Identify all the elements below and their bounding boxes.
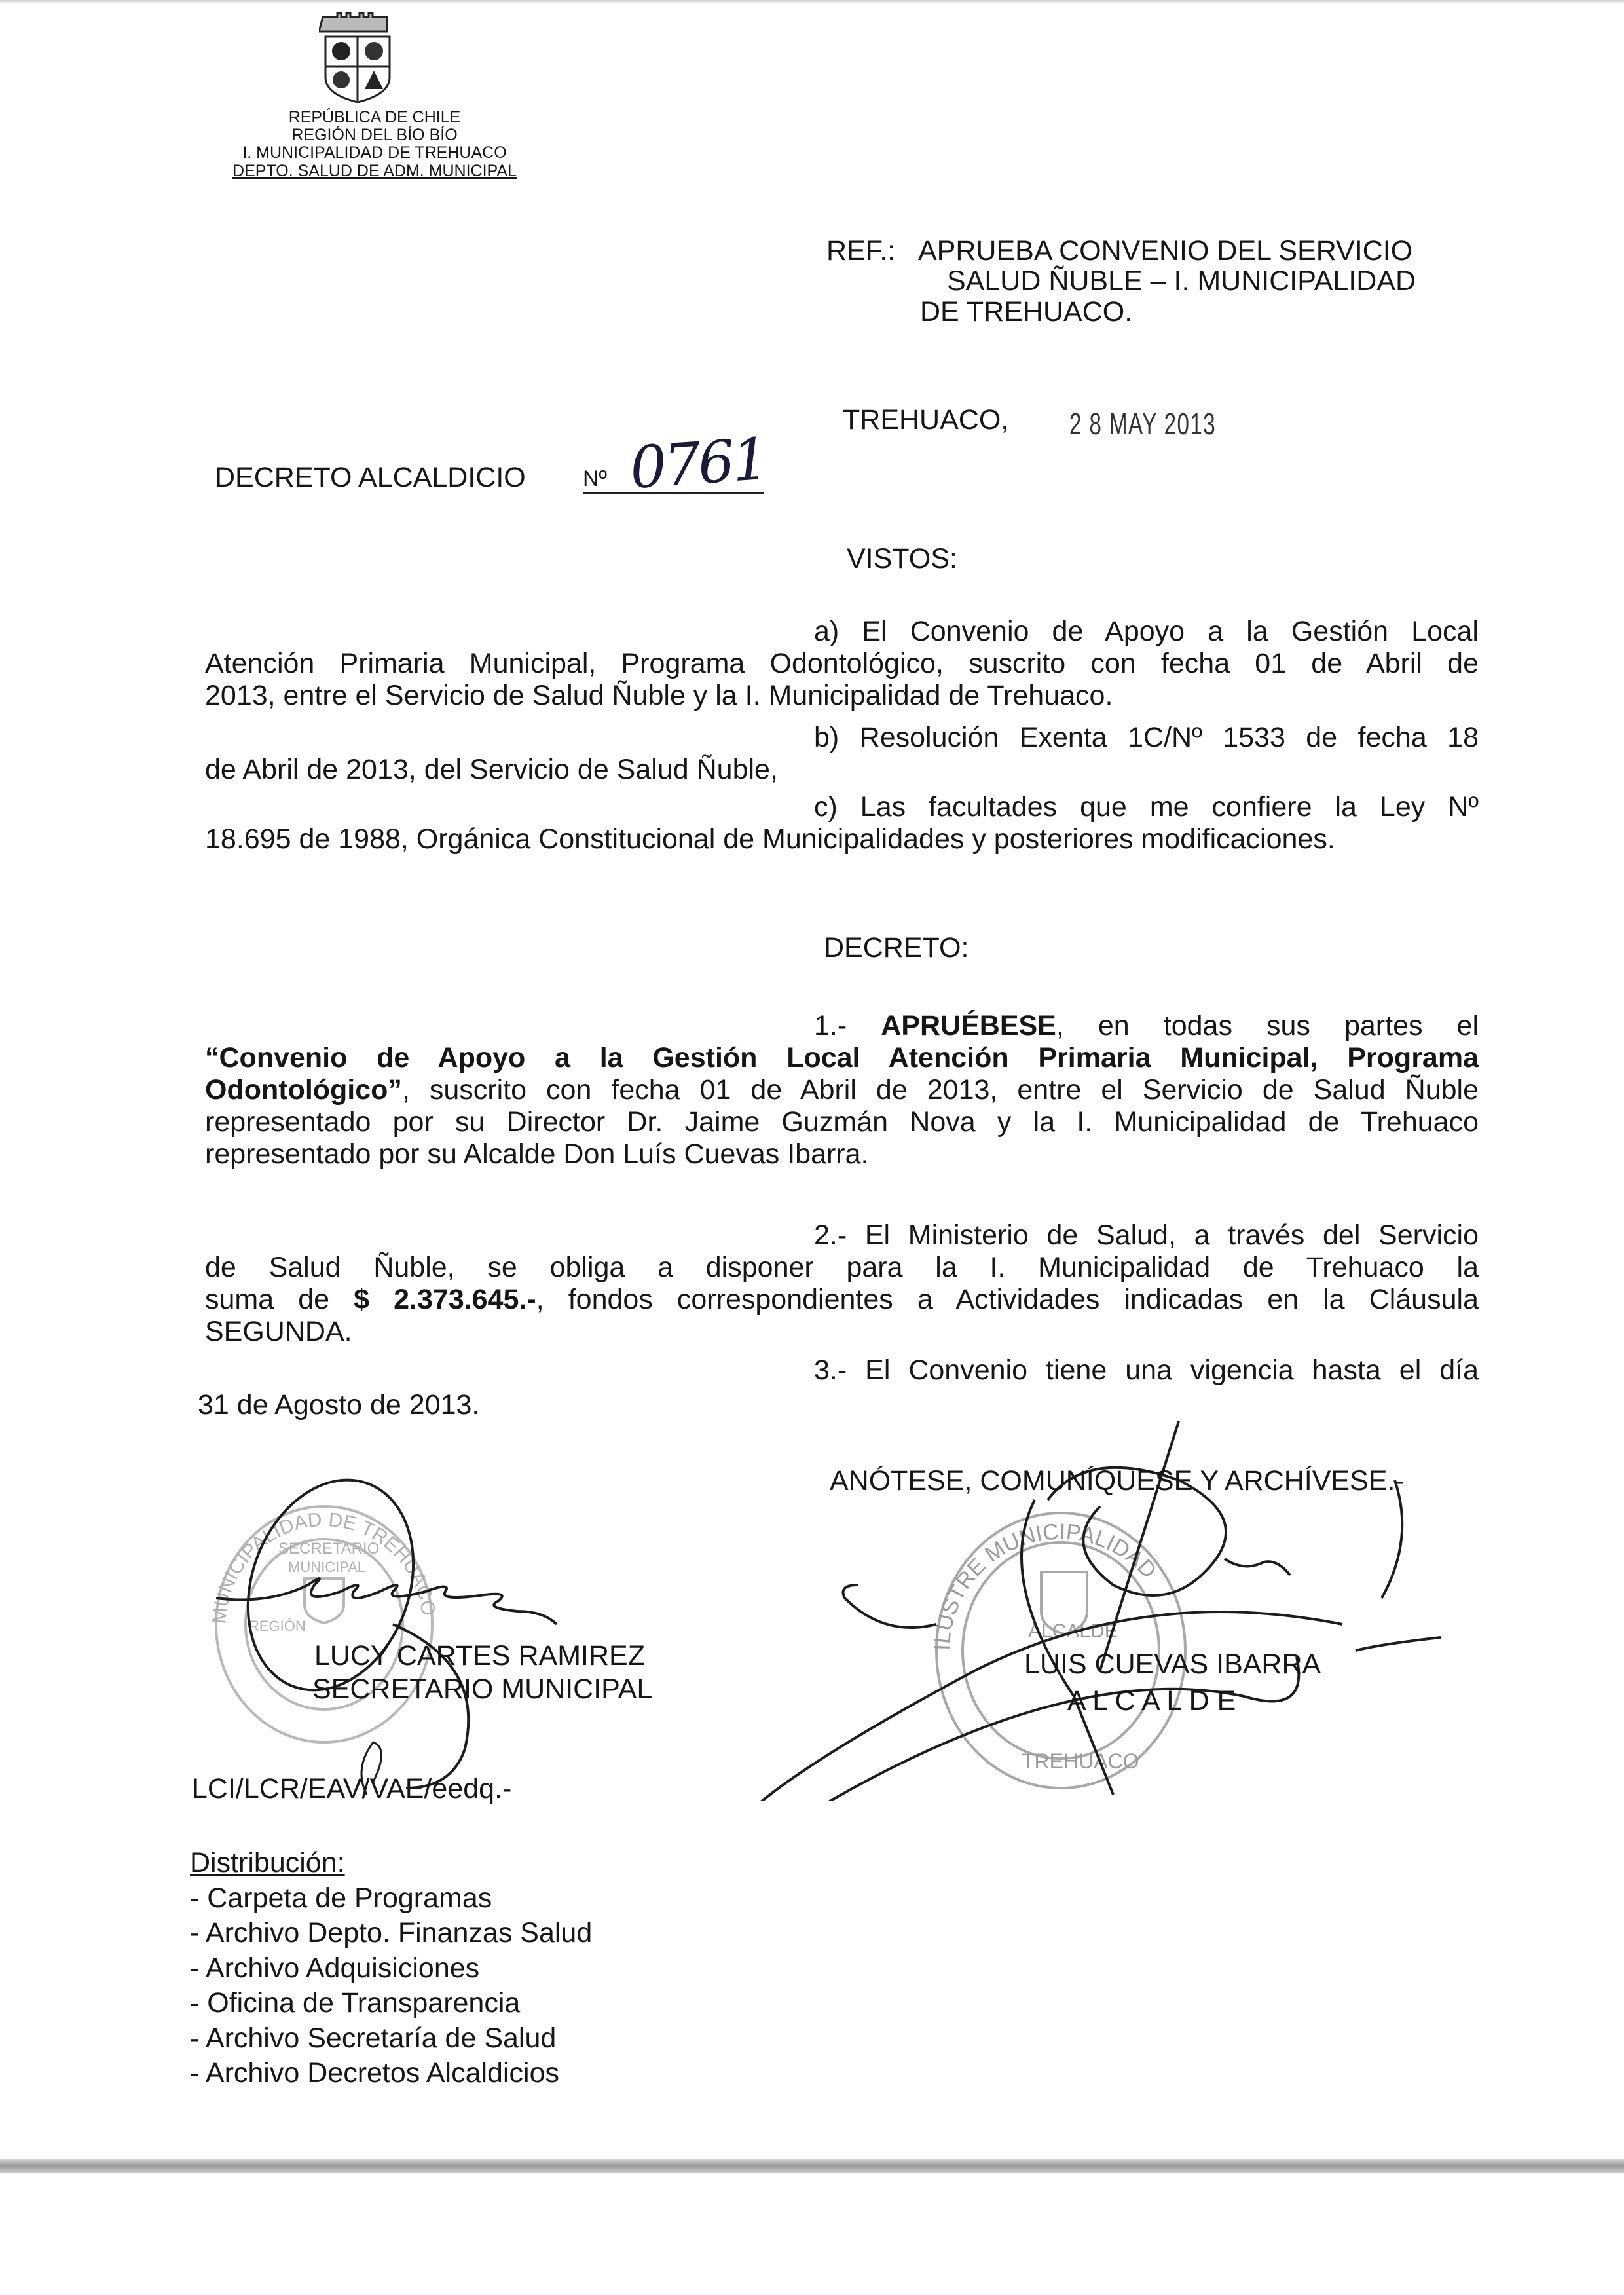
article-2	[205, 1220, 1479, 1348]
article-text-bold: Odontológico”	[205, 1074, 402, 1106]
article-line: 2.- El Ministerio de Salud, a través del Servicio	[814, 1220, 1479, 1251]
scan-bottom-edge	[0, 2159, 1624, 2173]
vistos-line: de Abril de 2013, del Servicio de Salud Ñuble,	[205, 754, 778, 785]
distribution-list	[190, 1846, 592, 2091]
article-number: 1.-	[814, 1010, 847, 1041]
distribution-heading: Distribución:	[190, 1847, 345, 1878]
article-line: “Convenio de Apoyo a la Gestión Local Atención Primaria Municipal, Programa	[205, 1042, 1479, 1073]
article-line: SEGUNDA.	[205, 1316, 352, 1347]
vistos-line: 18.695 de 1988, Orgánica Constitucional de Municipalidades y posteriores modificaciones.	[205, 823, 1335, 855]
coat-of-arms-logo	[319, 10, 396, 105]
vistos-line: c) Las facultades que me confiere la Ley Nº	[814, 791, 1479, 823]
mayor-title: A L C A L D E	[1067, 1685, 1236, 1717]
vistos-item	[205, 791, 1479, 855]
ref-label: REF.:	[826, 235, 896, 267]
distribution-item: - Archivo Decretos Alcaldicios	[190, 2057, 559, 2089]
header-department: DEPTO. SALUD DE ADM. MUNICIPAL	[232, 162, 517, 180]
ref-line: DE TREHUACO.	[920, 296, 1133, 327]
approve-keyword: APRUÉBESE	[881, 1010, 1056, 1041]
article-text: suma de	[205, 1284, 354, 1315]
distribution-item: - Oficina de Transparencia	[190, 1987, 521, 2019]
article-line: 3.- El Convenio tiene una vigencia hasta el día	[814, 1354, 1479, 1386]
article-line: de Salud Ñuble, se obliga a disponer para la I. Municipalidad de Trehuaco la	[205, 1252, 1479, 1283]
header-line: I. MUNICIPALIDAD DE TREHUACO	[242, 143, 507, 162]
article-1	[205, 1010, 1479, 1170]
article-line	[205, 1010, 1479, 1042]
vistos-line: Atención Primaria Municipal, Programa Odontológico, suscrito con fecha 01 de Abril de	[205, 648, 1479, 679]
closing-formula: ANÓTESE, COMUNÍQUESE Y ARCHÍVESE.-	[830, 1465, 1405, 1497]
stamp-text: TREHUACO	[1022, 1749, 1139, 1773]
decree-label: DECRETO ALCALDICIO	[215, 462, 526, 493]
article-text: , suscrito con fecha 01 de Abril de 2013, entre el Servicio de Salud Ñuble	[401, 1074, 1479, 1106]
article-line: 31 de Agosto de 2013.	[198, 1389, 480, 1421]
distribution-item: - Archivo Secretaría de Salud	[190, 2022, 557, 2054]
secretary-name: LUCY CARTES RAMIREZ	[314, 1640, 645, 1671]
article-line	[205, 1074, 1479, 1106]
vistos-item	[205, 616, 1479, 712]
article-text: , fondos correspondientes a Actividades indicadas en la Cláusula	[536, 1284, 1479, 1315]
vistos-line: a) El Convenio de Apoyo a la Gestión Local	[814, 616, 1479, 647]
header-line: REPÚBLICA DE CHILE	[288, 108, 461, 126]
date-stamp: 2 8 MAY 2013	[1069, 407, 1217, 441]
vistos-line: b) Resolución Exenta 1C/Nº 1533 de fecha 18	[814, 722, 1479, 753]
vistos-item	[205, 722, 1479, 786]
stamp-text: MUNICIPAL	[288, 1559, 366, 1575]
place: TREHUACO,	[843, 404, 1009, 436]
stamp-text: ALCALDE	[1028, 1620, 1118, 1642]
vistos-line: 2013, entre el Servicio de Salud Ñuble y la I. Municipalidad de Trehuaco.	[205, 680, 1113, 711]
mayor-name: LUIS CUEVAS IBARRA	[1024, 1649, 1321, 1680]
article-text: , en todas sus partes el	[1056, 1010, 1479, 1041]
stamp-text: SECRETARIO	[278, 1540, 380, 1558]
ref-line: SALUD ÑUBLE – I. MUNICIPALIDAD	[947, 265, 1416, 297]
amount: $ 2.373.645.-	[354, 1284, 536, 1315]
ref-line: APRUEBA CONVENIO DEL SERVICIO	[918, 235, 1413, 267]
stamp-text: REGIÓN	[249, 1618, 306, 1634]
typist-initials: LCI/LCR/EAV/VAE/eedq.-	[192, 1773, 512, 1804]
article-line: representado por su Alcalde Don Luís Cuevas Ibarra.	[205, 1138, 869, 1170]
decree-number-handwritten: 0761	[627, 424, 769, 502]
header-line: REGIÓN DEL BÍO BÍO	[291, 126, 458, 144]
decreto-heading: DECRETO:	[824, 932, 969, 963]
distribution-item: - Archivo Adquisiciones	[190, 1952, 480, 1984]
decree-number-prefix: Nº	[583, 466, 764, 494]
stamp-text: ILUSTRE MUNICIPALIDAD	[929, 1519, 1162, 1651]
distribution-item: - Carpeta de Programas	[190, 1882, 492, 1914]
vistos-heading: VISTOS:	[847, 543, 957, 574]
distribution-item: - Archivo Depto. Finanzas Salud	[190, 1917, 593, 1949]
article-3	[205, 1354, 1479, 1387]
article-line	[205, 1284, 1479, 1316]
scan-top-edge	[0, 0, 1624, 4]
stamp-text: MUNICIPALIDAD DE TREHUACO	[208, 1508, 439, 1625]
secretary-title: SECRETARIO MUNICIPAL	[312, 1673, 653, 1705]
article-line: representado por su Director Dr. Jaime Guzmán Nova y la I. Municipalidad de Trehuaco	[205, 1106, 1479, 1138]
